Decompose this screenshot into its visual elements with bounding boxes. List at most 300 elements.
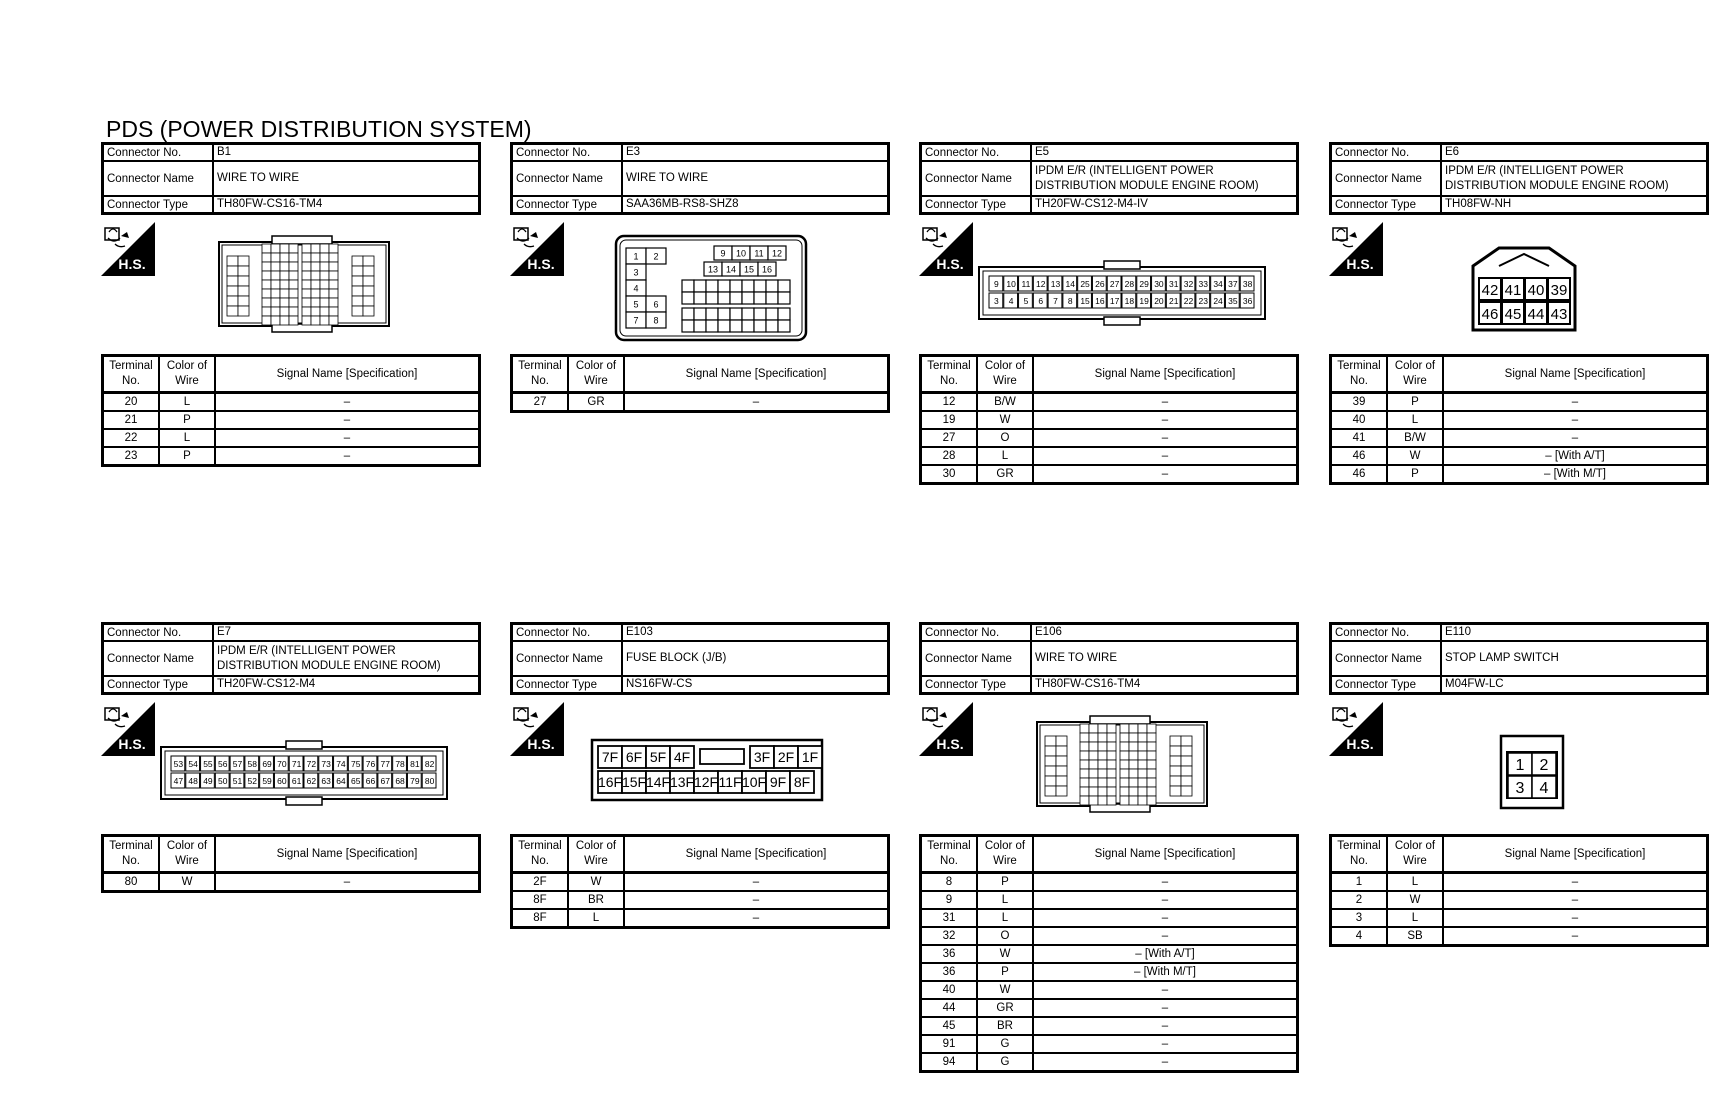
connector-header — [510, 622, 890, 695]
pin — [1063, 276, 1077, 291]
header-value: TH20FW-CS12-M4-IV — [1035, 198, 1148, 210]
pin-e3 — [766, 308, 778, 320]
header-label: Connector Type — [922, 677, 1032, 692]
header-value: E110 — [1445, 626, 1472, 638]
pin — [319, 773, 333, 788]
pin-e3 — [694, 308, 706, 320]
wire-color-cell: B/W — [1388, 430, 1444, 446]
pin-e6 — [1548, 302, 1570, 324]
terminal-no-header: Terminal No. — [104, 837, 160, 871]
svg-text:52: 52 — [247, 776, 258, 786]
pin-e6 — [1525, 278, 1547, 300]
terminal-no-cell: 36 — [922, 964, 978, 980]
wire-color-cell: BR — [978, 1018, 1034, 1034]
hs-icon — [1329, 702, 1383, 756]
svg-text:40: 40 — [1527, 282, 1545, 299]
terminal-no-header: Terminal No. — [513, 357, 569, 391]
table-header — [104, 837, 478, 874]
terminal-no-cell: 40 — [1332, 412, 1388, 428]
svg-text:31: 31 — [1168, 279, 1179, 289]
terminal-no-cell: 44 — [922, 1000, 978, 1016]
signal-name-cell: – — [1161, 894, 1169, 906]
signal-name-header: Signal Name [Specification] — [1094, 367, 1236, 380]
table-row — [922, 394, 1296, 412]
header-label: Connector Name — [513, 642, 623, 675]
pin-e3 — [740, 262, 758, 276]
fuse-slot — [670, 746, 694, 768]
wire-color-cell: L — [1388, 412, 1444, 428]
signal-name-cell: – — [1571, 930, 1579, 942]
connector-type-row — [922, 677, 1296, 692]
header-label: Connector No. — [513, 625, 623, 640]
terminal-table — [919, 834, 1299, 1073]
svg-text:66: 66 — [365, 776, 376, 786]
header-label: Connector Name — [104, 642, 214, 675]
pin — [260, 756, 274, 771]
terminal-no-cell: 23 — [104, 448, 160, 464]
pin-e3 — [626, 248, 646, 264]
pin-e3 — [732, 246, 750, 260]
terminal-table — [101, 354, 481, 467]
fuse-slot — [742, 771, 766, 793]
pin-e3 — [766, 320, 778, 332]
svg-text:6: 6 — [1038, 296, 1044, 306]
svg-text:16: 16 — [1095, 296, 1105, 306]
signal-name-cell: – — [1161, 396, 1169, 408]
svg-text:53: 53 — [173, 759, 184, 769]
pin — [1181, 276, 1195, 291]
svg-text:10: 10 — [735, 248, 747, 259]
terminal-no-cell: 32 — [922, 928, 978, 944]
pin — [422, 773, 436, 788]
fuse-slot — [798, 746, 822, 768]
pin-e3 — [718, 292, 730, 304]
table-row — [922, 910, 1296, 928]
pin-e3 — [626, 280, 646, 296]
svg-text:46: 46 — [1481, 306, 1499, 323]
pin-e3 — [718, 320, 730, 332]
hs-label: H.S. — [1346, 256, 1374, 272]
connector-name-row — [513, 642, 887, 677]
signal-name-header: Signal Name [Specification] — [1094, 847, 1236, 860]
pin — [348, 756, 362, 771]
svg-text:62: 62 — [306, 776, 317, 786]
header-label: Connector No. — [922, 625, 1032, 640]
svg-text:44: 44 — [1527, 306, 1545, 323]
header-value: TH80FW-CS16-TM4 — [217, 198, 323, 210]
signal-name-header: Signal Name [Specification] — [276, 847, 418, 860]
signal-name-cell: – — [1161, 1056, 1169, 1068]
pin-e3 — [694, 320, 706, 332]
svg-text:37: 37 — [1228, 279, 1238, 289]
fuse-slot — [718, 771, 742, 793]
wire-color-cell: G — [978, 1036, 1034, 1052]
pin — [1240, 293, 1254, 308]
svg-text:2: 2 — [1539, 757, 1549, 774]
signal-name-header: Signal Name [Specification] — [685, 367, 827, 380]
wire-color-cell: L — [1388, 874, 1444, 890]
signal-name-cell: – — [1161, 912, 1169, 924]
table-row — [104, 874, 478, 890]
connector-header — [1329, 142, 1709, 215]
terminal-no-cell: 1 — [1332, 874, 1388, 890]
connector-block — [101, 622, 481, 888]
header-value: E3 — [626, 146, 641, 158]
connector-name-row — [104, 642, 478, 677]
pin — [319, 756, 333, 771]
header-label: Connector No. — [104, 145, 214, 160]
connector-no-row — [922, 625, 1296, 642]
pin-e3 — [682, 292, 694, 304]
terminal-table — [1329, 834, 1709, 947]
svg-text:49: 49 — [203, 776, 213, 786]
pin-e6 — [1548, 278, 1570, 300]
fuse-slot — [790, 771, 814, 793]
connector-name-row — [922, 642, 1296, 677]
hs-icon — [510, 702, 564, 756]
connector-type-row — [1332, 677, 1706, 692]
color-of-wire-header: Color of Wire — [1388, 837, 1444, 871]
terminal-table — [510, 354, 890, 413]
pin — [1166, 293, 1180, 308]
table-row — [1332, 874, 1706, 892]
hs-label: H.S. — [118, 256, 146, 272]
signal-name-cell: – — [1571, 396, 1579, 408]
table-row — [922, 430, 1296, 448]
svg-text:9F: 9F — [769, 774, 787, 790]
pin-e6 — [1502, 278, 1524, 300]
table-row — [104, 394, 478, 412]
connector-type-row — [513, 677, 887, 692]
connector-block — [919, 622, 1299, 1068]
table-row — [1332, 430, 1706, 448]
wire-color-cell: GR — [978, 466, 1034, 482]
svg-text:13: 13 — [1050, 279, 1061, 289]
pin-e3 — [704, 262, 722, 276]
pin — [989, 293, 1003, 308]
pin — [1196, 293, 1210, 308]
svg-text:4F: 4F — [673, 749, 691, 765]
terminal-no-cell: 41 — [1332, 430, 1388, 446]
pin-e3 — [730, 280, 742, 292]
hs-icon — [1329, 222, 1383, 276]
pin-e3 — [718, 308, 730, 320]
connector-block — [510, 622, 890, 924]
svg-text:26: 26 — [1095, 279, 1105, 289]
header-value: WIRE TO WIRE — [626, 172, 708, 184]
svg-text:8: 8 — [653, 315, 659, 326]
terminal-no-cell: 46 — [1332, 466, 1388, 482]
color-of-wire-header: Color of Wire — [978, 357, 1034, 391]
terminal-no-cell: 45 — [922, 1018, 978, 1034]
pin — [1122, 293, 1136, 308]
header-value: TH08FW-NH — [1445, 198, 1512, 210]
svg-text:3: 3 — [1515, 780, 1525, 797]
terminal-no-cell: 9 — [922, 892, 978, 908]
table-row — [1332, 394, 1706, 412]
svg-text:12: 12 — [1035, 279, 1046, 289]
wire-color-cell: B/W — [978, 394, 1034, 410]
header-value: E106 — [1035, 626, 1062, 638]
svg-text:22: 22 — [1183, 296, 1194, 306]
connector-header — [1329, 622, 1709, 695]
color-of-wire-header: Color of Wire — [569, 357, 625, 391]
pin — [230, 756, 244, 771]
svg-text:1: 1 — [633, 251, 639, 262]
pin — [230, 773, 244, 788]
pin — [1063, 293, 1077, 308]
table-header — [1332, 357, 1706, 394]
header-value: WIRE TO WIRE — [217, 172, 299, 184]
terminal-no-cell: 91 — [922, 1036, 978, 1052]
svg-text:1F: 1F — [801, 749, 819, 765]
signal-name-header: Signal Name [Specification] — [1504, 847, 1646, 860]
pin-e3 — [742, 280, 754, 292]
header-value: WIRE TO WIRE — [1035, 652, 1117, 664]
signal-name-cell: – — [752, 396, 760, 408]
svg-text:81: 81 — [410, 759, 420, 769]
terminal-no-cell: 94 — [922, 1054, 978, 1070]
signal-name-cell: – — [1571, 876, 1579, 888]
pin-e3 — [646, 312, 666, 328]
pin — [1225, 276, 1239, 291]
table-header — [513, 357, 887, 394]
svg-text:5: 5 — [633, 299, 639, 310]
pin-e3 — [742, 292, 754, 304]
table-row — [922, 448, 1296, 466]
svg-text:59: 59 — [262, 776, 272, 786]
connector-no-row — [1332, 145, 1706, 162]
svg-text:6F: 6F — [625, 749, 643, 765]
header-label: Connector Type — [513, 197, 623, 212]
pin — [260, 773, 274, 788]
signal-name-cell: – — [1161, 1002, 1169, 1014]
header-value: E6 — [1445, 146, 1460, 158]
header-label: Connector Type — [1332, 197, 1442, 212]
table-row — [922, 1054, 1296, 1070]
wire-color-cell: P — [1388, 466, 1444, 482]
table-row — [922, 1018, 1296, 1036]
pin — [1019, 276, 1033, 291]
svg-text:15: 15 — [1080, 296, 1090, 306]
svg-text:57: 57 — [232, 759, 243, 769]
signal-name-cell: – — [1571, 894, 1579, 906]
signal-name-cell: – — [343, 450, 351, 462]
signal-name-cell: – — [1571, 912, 1579, 924]
signal-name-cell: – — [1571, 414, 1579, 426]
connector-diagram-e7 — [159, 739, 449, 807]
color-of-wire-header: Color of Wire — [160, 837, 216, 871]
svg-text:14: 14 — [725, 264, 737, 275]
pin — [1033, 293, 1047, 308]
signal-name-cell: – — [1161, 876, 1169, 888]
pin — [1078, 276, 1092, 291]
svg-text:76: 76 — [365, 759, 376, 769]
connector-header — [510, 142, 890, 215]
wire-color-cell: O — [978, 928, 1034, 944]
svg-text:2F: 2F — [777, 749, 795, 765]
wire-color-cell: W — [160, 874, 216, 890]
wire-color-cell: P — [160, 412, 216, 428]
header-value: IPDM E/R (INTELLIGENT POWER DISTRIBUTION MODULE ENGINE ROOM) — [1445, 164, 1669, 192]
svg-text:38: 38 — [1242, 279, 1253, 289]
wire-color-cell: W — [978, 946, 1034, 962]
connector-no-row — [513, 625, 887, 642]
svg-text:15F: 15F — [621, 774, 647, 790]
svg-text:43: 43 — [1550, 306, 1568, 323]
table-header — [922, 357, 1296, 394]
table-row — [922, 982, 1296, 1000]
pin — [1152, 276, 1166, 291]
connector-name-row — [922, 162, 1296, 197]
header-value: IPDM E/R (INTELLIGENT POWER DISTRIBUTION MODULE ENGINE ROOM) — [1035, 164, 1259, 192]
pin-e3 — [706, 280, 718, 292]
svg-text:17: 17 — [1109, 296, 1120, 306]
pin-e6 — [1479, 302, 1501, 324]
svg-text:32: 32 — [1183, 279, 1194, 289]
pin — [304, 756, 318, 771]
svg-text:7F: 7F — [601, 749, 619, 765]
pin-e6 — [1502, 302, 1524, 324]
terminal-no-cell: 8F — [513, 910, 569, 926]
svg-text:24: 24 — [1213, 296, 1223, 306]
table-row — [513, 892, 887, 910]
connector-name-row — [1332, 642, 1706, 677]
pin — [348, 773, 362, 788]
pin — [171, 773, 185, 788]
terminal-no-cell: 30 — [922, 466, 978, 482]
table-row — [104, 448, 478, 464]
terminal-no-cell: 2F — [513, 874, 569, 890]
pin-e3 — [754, 308, 766, 320]
svg-text:21: 21 — [1168, 296, 1179, 306]
svg-text:2: 2 — [653, 251, 659, 262]
svg-text:10: 10 — [1006, 279, 1016, 289]
color-of-wire-header: Color of Wire — [160, 357, 216, 391]
svg-text:41: 41 — [1504, 282, 1522, 299]
signal-name-cell: – — [1161, 984, 1169, 996]
header-value: TH80FW-CS16-TM4 — [1035, 678, 1141, 690]
svg-text:15: 15 — [743, 264, 755, 275]
table-header — [104, 357, 478, 394]
pin — [215, 773, 229, 788]
svg-text:63: 63 — [321, 776, 331, 786]
fuse-slot — [646, 771, 670, 793]
svg-text:35: 35 — [1228, 296, 1238, 306]
pin — [422, 756, 436, 771]
svg-text:8: 8 — [1067, 296, 1073, 306]
terminal-no-header: Terminal No. — [104, 357, 160, 391]
signal-name-cell: – [With A/T] — [1545, 450, 1605, 462]
fuse-slot — [646, 746, 670, 768]
pin — [1122, 276, 1136, 291]
svg-text:70: 70 — [277, 759, 287, 769]
svg-text:79: 79 — [410, 776, 420, 786]
connector-no-row — [513, 145, 887, 162]
fuse-slot — [622, 746, 646, 768]
wire-color-cell: W — [1388, 448, 1444, 464]
svg-text:25: 25 — [1080, 279, 1090, 289]
connector-diagram-e103 — [590, 738, 824, 802]
connector-name-row — [104, 162, 478, 197]
svg-text:12: 12 — [771, 248, 783, 259]
wire-color-cell: SB — [1388, 928, 1444, 944]
signal-name-cell: – — [1161, 930, 1169, 942]
pin-e3 — [766, 292, 778, 304]
wire-color-cell: O — [978, 430, 1034, 446]
table-row — [922, 928, 1296, 946]
terminal-no-cell: 8 — [922, 874, 978, 890]
pin-e3 — [778, 308, 790, 320]
hs-label: H.S. — [527, 736, 555, 752]
connector-type-row — [1332, 197, 1706, 212]
wire-color-cell: W — [978, 982, 1034, 998]
terminal-no-cell: 19 — [922, 412, 978, 428]
table-row — [1332, 466, 1706, 482]
svg-text:48: 48 — [188, 776, 198, 786]
pin — [201, 756, 215, 771]
terminal-no-cell: 36 — [922, 946, 978, 962]
signal-name-cell: – [With M/T] — [1544, 468, 1606, 480]
color-of-wire-header: Color of Wire — [569, 837, 625, 871]
terminal-table — [101, 834, 481, 893]
pin-e3 — [778, 280, 790, 292]
connector-header — [101, 622, 481, 695]
svg-text:1: 1 — [1515, 757, 1525, 774]
connector-header — [919, 142, 1299, 215]
pin — [245, 773, 259, 788]
terminal-no-header: Terminal No. — [1332, 837, 1388, 871]
pin — [186, 756, 200, 771]
pin — [393, 756, 407, 771]
terminal-no-cell: 46 — [1332, 448, 1388, 464]
header-label: Connector Name — [922, 642, 1032, 675]
svg-text:14: 14 — [1065, 279, 1076, 289]
svg-text:3F: 3F — [753, 749, 771, 765]
connector-diagram-e6 — [1469, 246, 1579, 334]
connector-block — [510, 142, 890, 408]
pin-e3 — [768, 246, 786, 260]
signal-name-cell: – — [1161, 450, 1169, 462]
pin — [171, 756, 185, 771]
fuse-slot — [670, 771, 694, 793]
fuse-slot — [766, 771, 790, 793]
pin-e3 — [626, 264, 646, 280]
svg-text:9: 9 — [720, 248, 726, 259]
hs-label: H.S. — [936, 736, 964, 752]
connector-diagram-e110 — [1499, 734, 1565, 810]
svg-text:8F: 8F — [793, 774, 811, 790]
svg-text:65: 65 — [350, 776, 361, 786]
hs-label: H.S. — [527, 256, 555, 272]
svg-text:68: 68 — [395, 776, 405, 786]
pin — [304, 773, 318, 788]
pin — [274, 756, 288, 771]
svg-text:30: 30 — [1154, 279, 1164, 289]
svg-text:16: 16 — [761, 264, 773, 275]
signal-name-cell: – [With A/T] — [1135, 948, 1195, 960]
svg-text:5: 5 — [1023, 296, 1029, 306]
terminal-no-header: Terminal No. — [1332, 357, 1388, 391]
pin — [186, 773, 200, 788]
svg-text:28: 28 — [1124, 279, 1135, 289]
signal-name-cell: – — [1161, 1038, 1169, 1050]
pin-e3 — [754, 292, 766, 304]
pin — [393, 773, 407, 788]
header-value: E5 — [1035, 146, 1050, 158]
pin — [289, 773, 303, 788]
svg-text:54: 54 — [188, 759, 198, 769]
